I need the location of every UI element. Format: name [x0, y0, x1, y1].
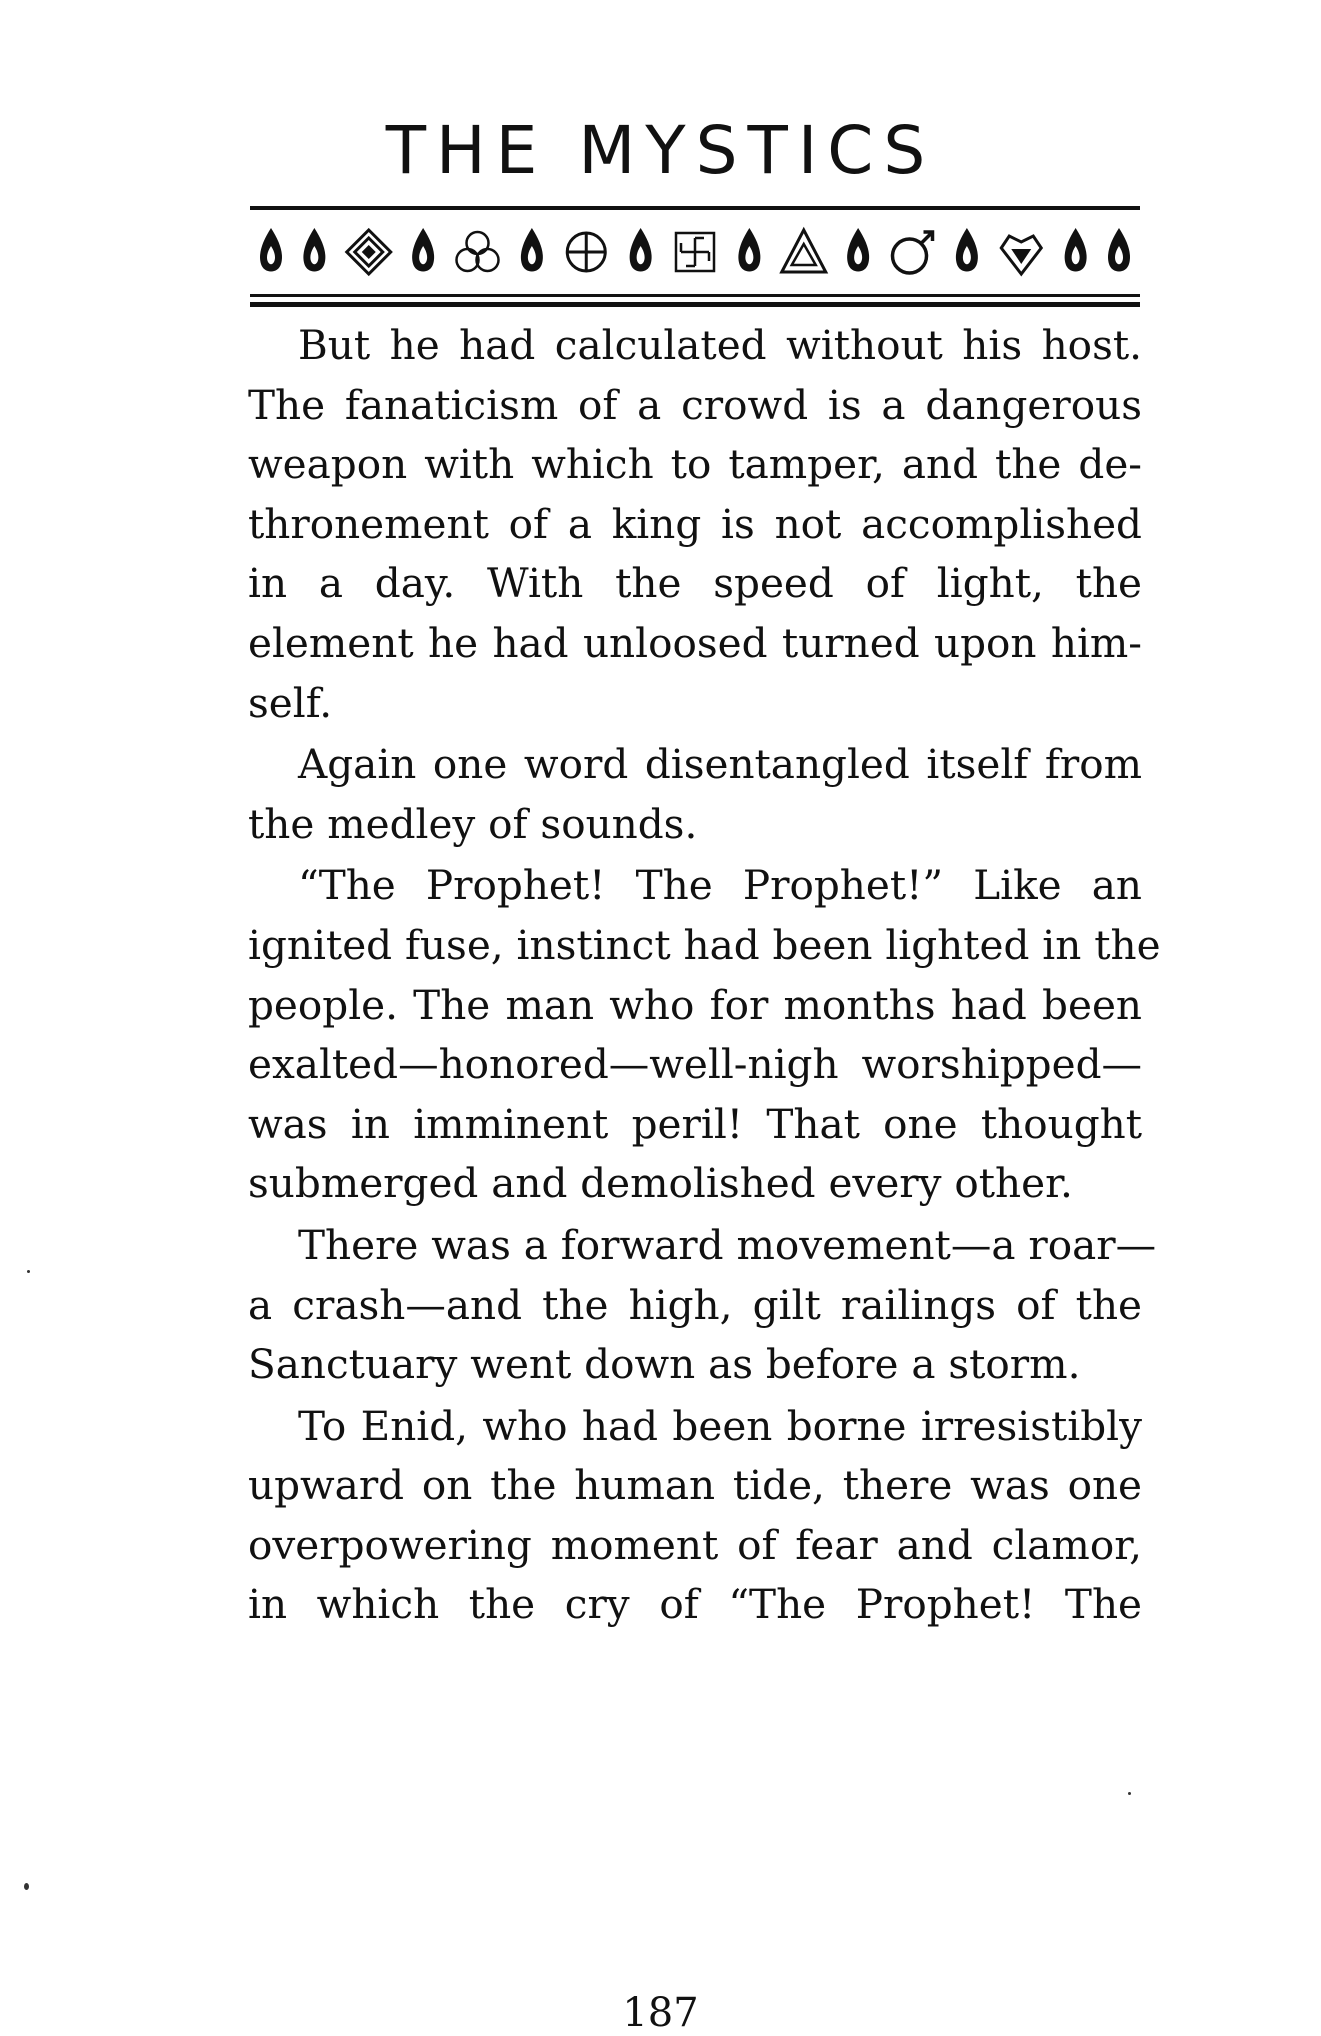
- scan-speck: [1128, 1792, 1131, 1795]
- text-line: self.: [248, 678, 333, 727]
- text-line: people. The man who for months had been: [248, 980, 1142, 1029]
- flame-icon: [738, 228, 760, 272]
- text-line: To Enid, who had been borne irresistibly: [298, 1401, 1142, 1450]
- scan-speck: [27, 1270, 30, 1273]
- page-number: 187: [622, 1990, 699, 2036]
- flame-icon: [1108, 228, 1130, 272]
- text-line: thronement of a king is not accomplished: [248, 499, 1142, 548]
- text-line: exalted—honored—well-nigh worshipped—: [248, 1040, 1142, 1089]
- header-rule-bottom-thick: [250, 302, 1140, 307]
- flame-icon: [412, 228, 434, 272]
- mars-icon: [893, 232, 933, 273]
- header-rule-top: [250, 206, 1140, 210]
- body-text: [248, 316, 1161, 1635]
- text-line: overpowering moment of fear and clamor,: [248, 1520, 1142, 1569]
- knot-icon: [457, 232, 499, 271]
- flame-icon: [956, 228, 978, 272]
- text-line: submerged and demolished every other.: [248, 1159, 1073, 1208]
- ornament-band: [250, 214, 1140, 290]
- text-line: was in imminent peril! That one thought: [248, 1099, 1142, 1148]
- flame-icon: [260, 228, 282, 272]
- text-line: element he had unloosed turned upon him-: [248, 618, 1142, 667]
- scan-speck: [24, 1883, 29, 1890]
- flame-icon: [630, 228, 652, 272]
- text-line: upward on the human tide, there was one: [248, 1461, 1142, 1510]
- text-line: There was a forward movement—a roar—: [298, 1220, 1157, 1269]
- triangle-icon: [782, 230, 826, 272]
- text-line: ignited fuse, instinct had been lighted in the: [248, 920, 1161, 969]
- swastika-icon: [676, 233, 714, 271]
- text-line: the medley of sounds.: [248, 799, 698, 848]
- diamond-icon: [347, 230, 391, 274]
- text-line: in a day. With the speed of light, the: [248, 559, 1142, 608]
- header-rule-bottom: [250, 294, 1140, 297]
- text-line: Again one word disentangled itself from: [298, 740, 1142, 789]
- text-line: The fanaticism of a crowd is a dangerous: [248, 380, 1142, 429]
- text-line: in which the cry of “The Prophet! The: [248, 1580, 1142, 1629]
- text-line: a crash—and the high, gilt railings of the: [248, 1280, 1142, 1329]
- text-line: weapon with which to tamper, and the de-: [248, 440, 1142, 489]
- text-line: Sanctuary went down as before a storm.: [248, 1340, 1081, 1389]
- running-title: THE MYSTICS: [385, 112, 936, 189]
- flame-icon: [847, 228, 869, 272]
- text-line: But he had calculated without his host.: [298, 321, 1142, 369]
- flame-icon: [521, 228, 543, 272]
- text-line: “The Prophet! The Prophet!” Like an: [298, 861, 1142, 910]
- heart-diamond-icon: [1001, 236, 1041, 274]
- flame-icon: [303, 228, 325, 272]
- cross-circle-icon: [567, 233, 605, 271]
- flame-icon: [1065, 228, 1087, 272]
